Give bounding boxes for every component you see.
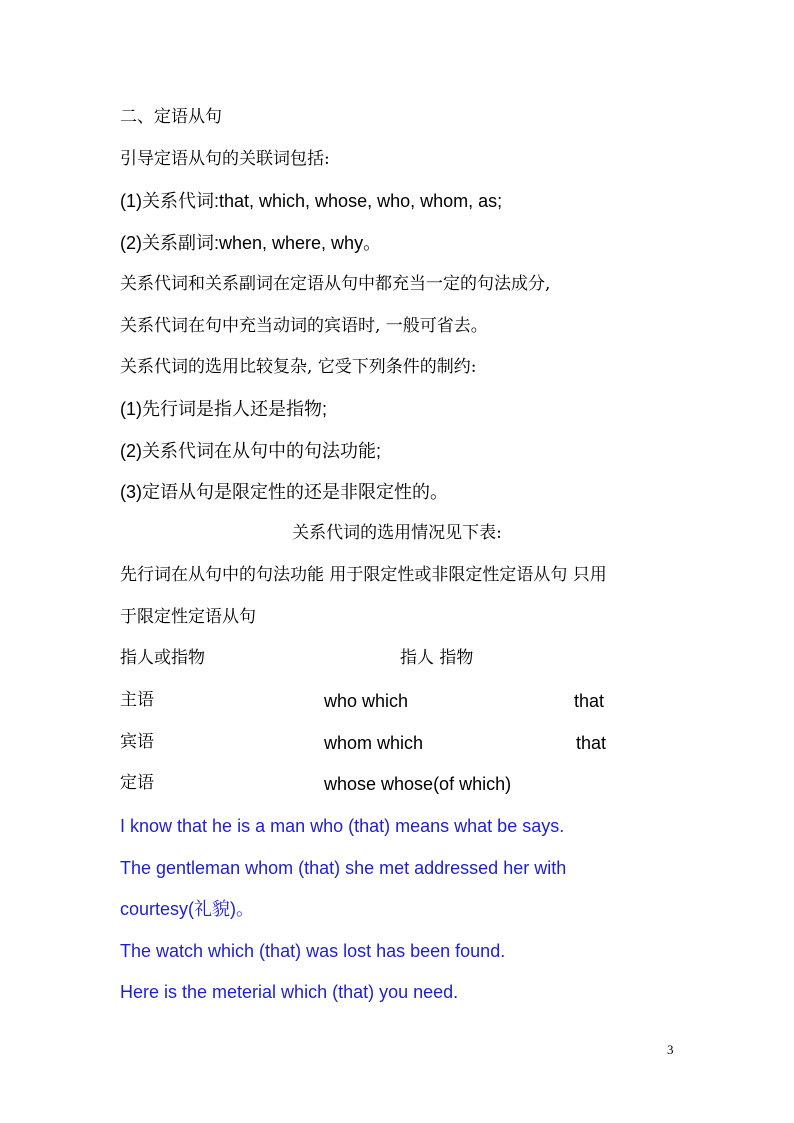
table-cell-both: whom which [324, 733, 424, 753]
table-subheader-mid: 指人 指物 [400, 648, 474, 668]
table-cell-restrictive: that [574, 691, 605, 711]
example-sentence: The gentleman whom (that) she met addressed her with [120, 858, 567, 878]
table-caption: 关系代词的选用情况见下表: [292, 523, 502, 543]
table-cell-function: 定语 [120, 773, 154, 793]
example-sentence: The watch which (that) was lost has been found. [120, 941, 506, 961]
paragraph-line: 关系代词在句中充当动词的宾语时, 一般可省去。 [120, 316, 488, 336]
list-item-relative-pronouns: (1)关系代词:that, which, whose, who, whom, as; [120, 191, 503, 211]
list-item-relative-adverbs: (2)关系副词:when, where, why。 [120, 233, 382, 253]
page-number: 3 [667, 1042, 674, 1057]
table-header-line: 于限定性定语从句 [120, 607, 256, 627]
table-subheader-left: 指人或指物 [120, 648, 205, 668]
table-cell-function: 宾语 [120, 732, 154, 752]
table-cell-restrictive: that [576, 733, 607, 753]
table-cell-both: who which [324, 691, 409, 711]
intro-line: 引导定语从句的关联词包括: [120, 149, 330, 169]
condition-item: (2)关系代词在从句中的句法功能; [120, 441, 381, 461]
example-sentence: courtesy(礼貌)。 [120, 899, 255, 919]
example-sentence: Here is the meterial which (that) you need. [120, 982, 459, 1002]
section-title: 二、定语从句 [120, 107, 222, 127]
table-cell-both: whose whose(of which) [324, 774, 512, 794]
paragraph-line: 关系代词和关系副词在定语从句中都充当一定的句法成分, [120, 274, 551, 294]
paragraph-line: 关系代词的选用比较复杂, 它受下列条件的制约: [120, 357, 477, 377]
example-sentence: I know that he is a man who (that) means what be says. [120, 816, 565, 836]
table-header-line: 先行词在从句中的句法功能 用于限定性或非限定性定语从句 只用 [120, 565, 607, 585]
condition-item: (3)定语从句是限定性的还是非限定性的。 [120, 482, 448, 502]
table-cell-function: 主语 [120, 690, 154, 710]
condition-item: (1)先行词是指人还是指物; [120, 399, 327, 419]
